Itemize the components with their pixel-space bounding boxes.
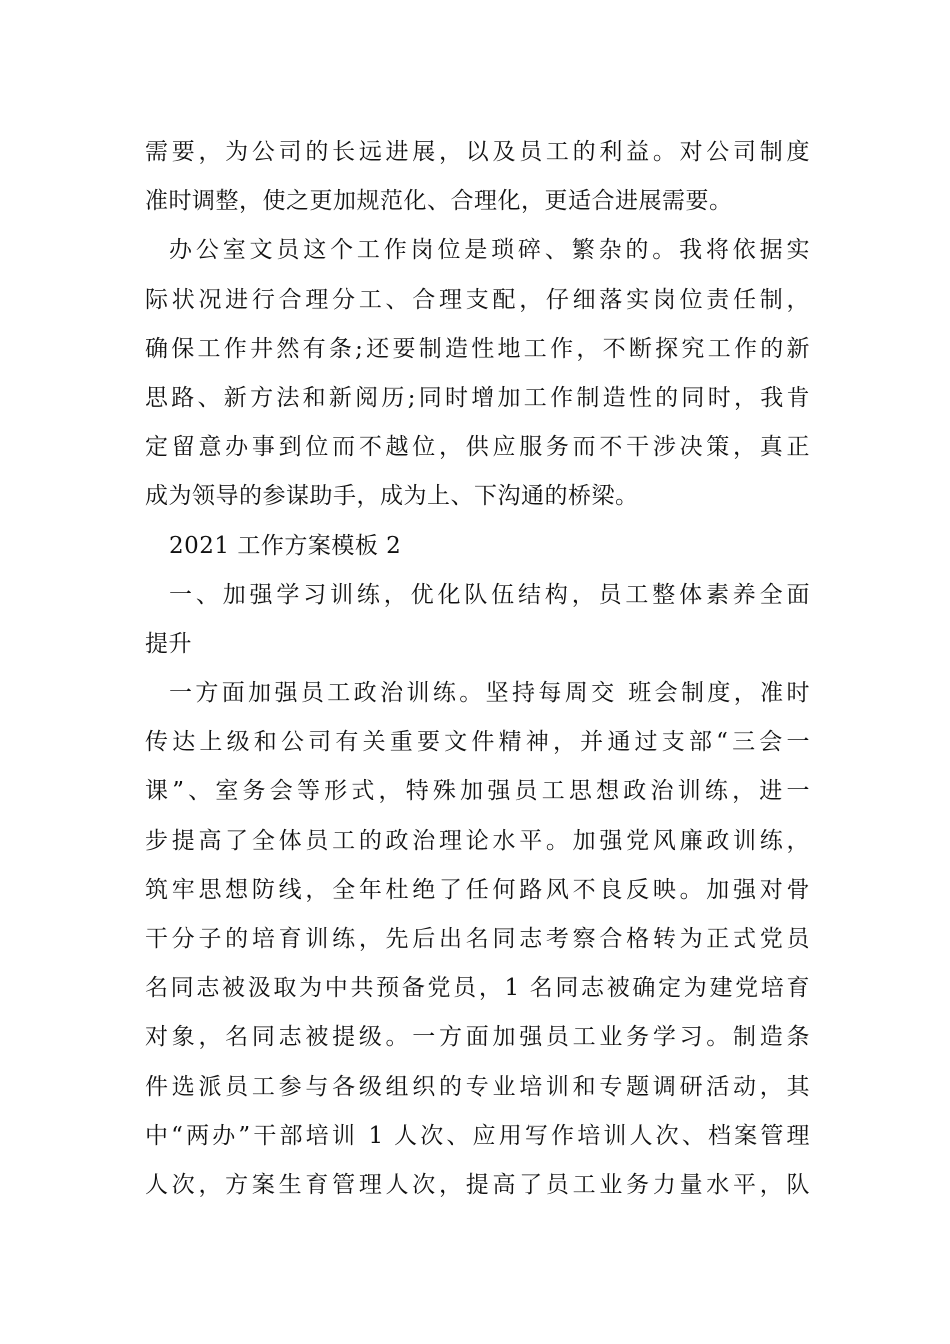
text-line: 准时调整，使之更加规范化、合理化，更适合进展需要。	[145, 188, 733, 215]
text-line: 干分子的培育训练，先后出名同志考察合格转为正式党员	[145, 926, 810, 952]
text-line: 确保工作井然有条;还要制造性地工作，不断探究工作的新	[145, 335, 810, 362]
text-line: 需要，为公司的长远进展，以及员工的利益。对公司制度	[145, 139, 810, 165]
text-line: 人次，方案生育管理人次，提高了员工业务力量水平，队	[145, 1171, 810, 1198]
text-line: 提升	[145, 630, 192, 657]
text-line: 定留意办事到位而不越位，供应服务而不干涉决策，真正	[145, 434, 810, 461]
text-line: 一、加强学习训练，优化队伍结构，员工整体素养全面	[169, 581, 810, 608]
text-line: 中“两办”干部培训 1 人次、应用写作培训人次、档案管理	[145, 1122, 810, 1149]
text-line: 传达上级和公司有关重要文件精神，并通过支部“三会一	[145, 729, 810, 756]
text-line: 名同志被汲取为中共预备党员，1 名同志被确定为建党培育	[145, 975, 810, 1002]
text-line: 一方面加强员工政治训练。坚持每周交 班会制度，准时	[169, 680, 810, 707]
text-line: 成为领导的参谋助手，成为上、下沟通的桥梁。	[145, 483, 639, 510]
text-line: 筑牢思想防线，全年杜绝了任何路风不良反映。加强对骨	[145, 876, 810, 903]
document-body	[145, 128, 810, 1210]
text-line: 对象，名同志被提级。一方面加强员工业务学习。制造条	[145, 1024, 810, 1051]
text-line: 课”、室务会等形式，特殊加强员工思想政治训练，进一	[145, 778, 810, 805]
text-line: 2021 工作方案模板 2	[169, 532, 402, 559]
text-line: 件选派员工参与各级组织的专业培训和专题调研活动，其	[145, 1073, 810, 1100]
text-line: 办公室文员这个工作岗位是琐碎、繁杂的。我将依据实	[169, 237, 810, 264]
text-line: 思路、新方法和新阅历;同时增加工作制造性的同时，我肯	[145, 384, 810, 411]
text-line: 际状况进行合理分工、合理支配，仔细落实岗位责任制，	[145, 286, 810, 313]
text-line: 步提高了全体员工的政治理论水平。加强党风廉政训练，	[145, 827, 810, 854]
